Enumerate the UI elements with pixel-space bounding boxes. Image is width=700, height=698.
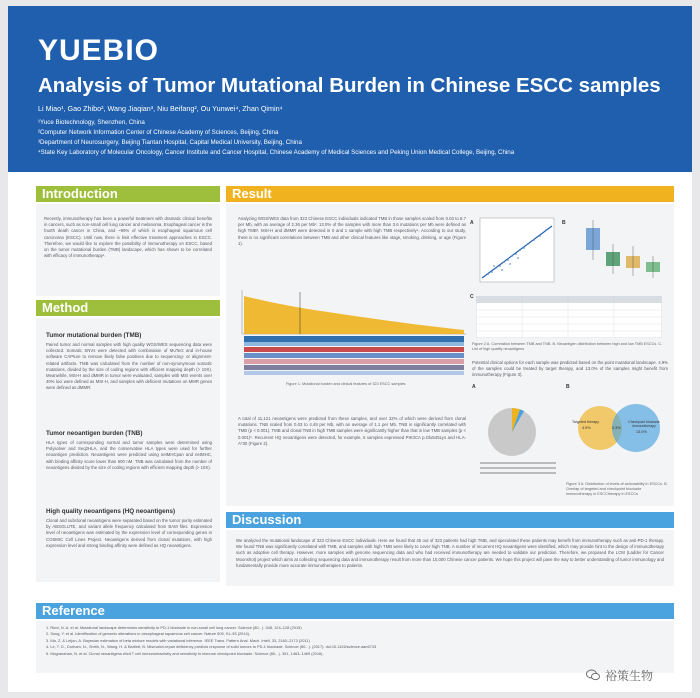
- result-text-tmb: Analyzing WGS/WES data from 323 Chinese ESCC individuals indicated TMB in those samples scaled from 0.03 to 8.7 per Mb, with an average of 2.36 per Mb². 13.0% of the samples with more than 3.6 mutations per Mb were defined as high TMB³. MSI-H and dMMR were detected in 0 and 1 sample with high TMB respectively⁴. According to our study, there is no significant correlations between TMB and other clinical features like stage, smoking, drinking, or age (Figure 1).: [238, 216, 466, 246]
- figure-3a-pie: [476, 388, 560, 480]
- introduction-heading: Introduction: [36, 186, 220, 202]
- figure-3-panel-a-label: A: [472, 384, 476, 390]
- logo-text: YUEBIO: [38, 34, 160, 67]
- reference-panel: [36, 621, 674, 673]
- result-text-clinical: Potential clinical options for each sample was predicted based on the point mutational landscape. 4.9% of the samples could be treated by target therapy, and 13.0% of the samples might benefit from immunotherapy (Figure 3).: [472, 360, 668, 378]
- result-heading: Result: [226, 186, 674, 202]
- yuebio-logo: [38, 36, 159, 66]
- reference-item: 3. Ma, Z. & Leijon, A. Bayesian estimation of beta mixture models with variational inference. IEEE Trans. Pattern Anal. Mach. Intell. 33, 2160–2173 (2011): [46, 637, 310, 643]
- method-text-tmb: Paired tumor and normal samples with high quality WGS/WES sequencing data were collected. Somatic SNVs were detected with combination of MuTect and in-house software CAPture to remove likely false positives due to sequencing- or alignment-related artifacts. TMB was calculated from the number of non-synonymous somatic mutations, divided by the size of coding regions with efficient mapping depth (> 10X). Meanwhile, MSI-H and dMMR in tumor were evaluated, samples with MSI events over 40% loci were defined as MSI-H, and samples with deficient mutations on MMR genes were defined as dMMR.: [46, 342, 212, 391]
- venn-right-label: Checkpoint blockade immunotherapy: [628, 420, 660, 428]
- reference-item: 4. Le, T. D., Durham, N., Smith, N., Wang, H. & Bartlett, B. Mismatch-repair deficiency predicts response of solid tumors to PD-1 blockade. Science (80-. ). (2017). doi:10.1126/science.aan6733: [46, 644, 377, 650]
- result-text-tnb: A total of 11,121 neoantigens were predicted from these samples, and over 32% of which were derived from clonal mutations. TNB scaled from 0.03 to 4.48 per Mb, with an average of 1.1 per Mb. TNB is significantly correlated with TMB (p < 0.001). TMB and clonal TNB in high TMB samples were significantly higher than that in low TMB samples (p < 0.001)⁵. Recurrent HQ neoantigens were detected, for example, 5 samples expressed PIK3CA p.Glu545Lys and HLA-A*30 (Figure 2).: [238, 416, 466, 446]
- reference-item: 5. Mcgranahan, N. et al. Clonal neoantigens elicit T cell immunoreactivity and sensitivity to immune checkpoint blockade. Science (80-. ). 351, 1463–1469 (2016).: [46, 650, 324, 656]
- introduction-text: Recently, immunotherapy has been a powerful treatment with dramatic clinical benefits in cancers, such as non-small cell lung cancer and melanoma. Esophageal cancer is the fourth death cancer in China, and ~90% of which is esophageal squamous cell carcinoma (ESCC). Until now, there is limit effective treatment approaches in ESCC. Therefore, we would like to explore the possibility of immunotherapy on ESCC, based on the tumor mutational burden (TMB) landscape, which has shown to be correlated with efficacy of immunotherapy¹.: [44, 216, 212, 259]
- method-text-tnb: HLA types of corresponding normal and tumor samples were determined using Polysolver and Seq2HLA, and the conservative HLA types were used for further neoantigen prediction. Neoantigens were predicted using netMHCpan and netMHC, with binding affinity score lower than 500 nM. TNB was calculated from the number of neoantigens divided by the size of coding regions with efficient mapping depth (> 10X).: [46, 440, 212, 470]
- figure-1-caption: Figure 1. Mutational burden and clinical features of 323 ESCC samples: [286, 382, 406, 386]
- figure-2c-neoantigen-table: [476, 296, 662, 338]
- watermark-text: 裕策生物: [605, 669, 654, 683]
- venn-left-label: Targeted therapy: [572, 420, 599, 424]
- discussion-heading: Discussion: [226, 512, 674, 528]
- affiliation-item: ⁴State Key Laboratory of Molecular Oncology, Cancer Institute and Cancer Hospital, Chinese Academy of Medical Sciences and Peking Union Medical College, Beijing, China: [38, 149, 515, 156]
- affiliation-item: ¹Yuce Biotechnology, Shenzhen, China: [38, 119, 145, 126]
- method-subheading-tnb: Tumor neoantigen burden (TNB): [46, 430, 143, 437]
- figure-2-panel-b-label: B: [562, 220, 566, 226]
- poster-header: [8, 6, 692, 172]
- figure-2-panel-a-label: A: [470, 220, 474, 226]
- reference-list: [46, 625, 376, 657]
- reference-heading: Reference: [36, 603, 674, 619]
- poster: [8, 6, 692, 692]
- method-heading: Method: [36, 300, 220, 316]
- method-subheading-hq: High quality neoantigens (HQ neoantigens): [46, 508, 176, 515]
- affiliation-item: ²Computer Network Information Center of Chinese Academy of Sciences, Beijing, China: [38, 129, 279, 136]
- reference-item: 2. Song, Y. et al. Identification of genomic alterations in oesophageal squamous cell cancer. Nature 509, 91–95 (2014).: [46, 631, 251, 637]
- affiliation-item: ³Department of Neurosurgery, Beijing Tiantan Hospital, Capital Medical University, Beijing, China: [38, 139, 302, 146]
- venn-right-value: 13.0%: [636, 430, 647, 434]
- figure-2a-scatter: [476, 216, 556, 288]
- venn-left-value: 4.9%: [582, 426, 591, 430]
- discussion-panel: [226, 530, 674, 586]
- result-panel: [226, 204, 674, 506]
- reference-item: 1. Rizvi, N. A. et al. Mutational landscape determines sensitivity to PD-1 blockade in non-small cell lung cancer. Science (80-. ). 348, 124–128 (2015): [46, 625, 302, 630]
- figure-3-caption: Figure 3 A. Distribution of levels of actionability in ESCCs. B. Overlap of targeted and checkpoint blockade immunotherapy in ESCCtherapy in ESCCs: [566, 482, 668, 496]
- method-panel: [36, 318, 220, 582]
- figure-2b-boxplot: [568, 216, 664, 288]
- method-subheading-tmb: Tumor mutational burden (TMB): [46, 332, 142, 339]
- author-list: Li Miao¹, Gao Zhibo², Wang Jiaqian³, Niu Beifang², Ou Yunwei⁴, Zhan Qimin⁴: [38, 104, 283, 113]
- poster-title: Analysis of Tumor Mutational Burden in Chinese ESCC samples: [38, 74, 661, 97]
- wechat-icon: [586, 669, 600, 681]
- figure-2-caption: Figure 2 A. Correlation between TMB and TNB. B. Neoantigen distribution between high and low TMB ESCCs. C. List of high quality neoantigens: [472, 342, 663, 351]
- affiliation-list: [38, 118, 514, 158]
- figure-1-mutational-burden: [238, 286, 468, 378]
- discussion-text: We analyzed the mutational landscape of 323 Chinese ESCC individuals. Here we found that 45 out of 323 patients had high TMB, and speculated these patients may benefit from immunotherapy such as anti-PD-1 therapy. We found TNB was significantly correlated with TMB, and samples with high TMB were likely to cover high TNB. A number of recurrent HQ neoantigens were identified, which may provide hint to the design of immunotherapy such as adoptive cell therapy. However, more samples with genome sequencing data and who had received immunotherapy are needed to validate our prediction. Therefore, we proposed the LCM (Ladder for Cancer Moonshot) project which aims at collecting sequencing data and immunotherapy result from more than 10,000 Chinese cancer patients. We hope this project will pave the way to better understanding of tumor immunology and fundamentally provide more accurate immunotherapies to patients.: [236, 538, 664, 568]
- venn-overlap-value: 0.3%: [612, 426, 621, 430]
- figure-2-panel-c-label: C: [470, 294, 474, 300]
- figure-3-panel-b-label: B: [566, 384, 570, 390]
- introduction-panel: [36, 204, 220, 296]
- method-text-hq: Clonal and subclonal neoantigens were separated based on the tumor purity estimated by ABSOLUTE, and variant allele frequency calculated from BAM files. Expression level of neoantigens was estimated by the expression level of corresponding genes in COSMIC Cell Lines Project. Neoantigens derived from clonal mutations, with high expression level and strong binding affinity were defined as HQ neoantigens.: [46, 518, 212, 548]
